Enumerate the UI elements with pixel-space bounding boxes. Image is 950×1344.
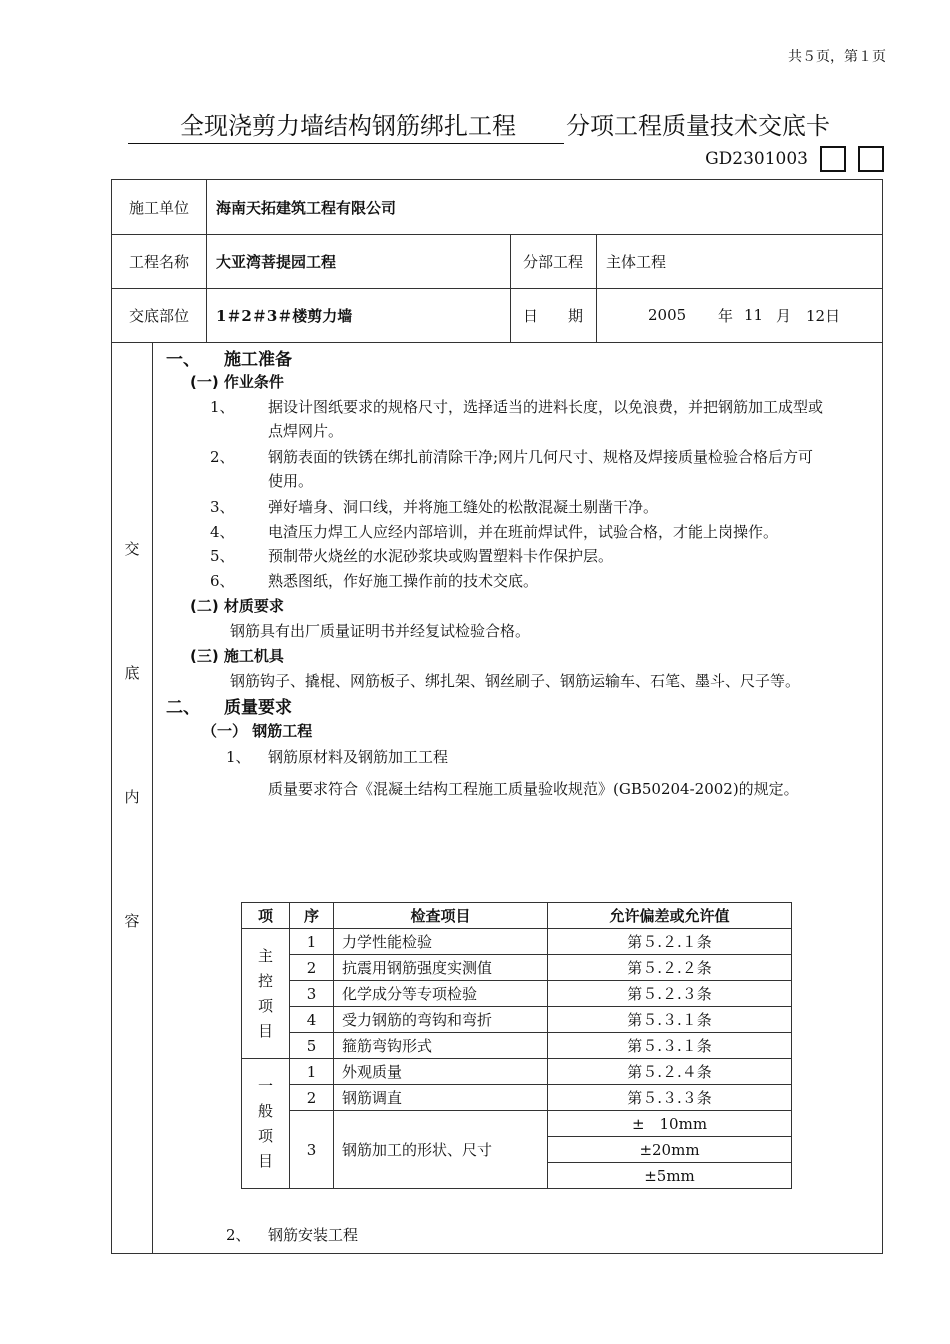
group-label-char: 目	[257, 1021, 273, 1040]
table-row	[242, 955, 792, 981]
group-label-char: 般	[257, 1101, 273, 1120]
value-cell: ±5mm	[548, 1163, 792, 1189]
list-item-text: 预制带火烧丝的水泥砂浆块或购置塑料卡作保护层。	[268, 547, 614, 565]
table-row	[242, 1059, 792, 1085]
side-char: 交	[124, 540, 140, 558]
subsection-conditions: (一) 作业条件	[190, 373, 284, 391]
page-indicator: 共５页，第１页	[788, 49, 886, 65]
side-char: 底	[124, 664, 140, 682]
item-cell: 外观质量	[334, 1059, 548, 1085]
subsection-tools: (三) 施工机具	[190, 647, 284, 665]
part-label: 交底部位	[128, 306, 189, 325]
section-1-title: 施工准备	[224, 350, 292, 370]
title-project: 全现浇剪力墙结构钢筋绑扎工程	[128, 106, 564, 144]
table-header-row	[242, 903, 792, 929]
item-cell: 力学性能检验	[334, 929, 548, 955]
value-cell: 第５.２.１条	[548, 929, 792, 955]
list-item-text: 据设计图纸要求的规格尺寸，选择适当的进料长度，以免浪费，并把钢筋加工成型或	[268, 398, 824, 416]
item-raw-materials-text: 质量要求符合《混凝土结构工程施工质量验收规范》(GB50204-2002)的规定。	[268, 780, 799, 798]
doc-code: GD2301003	[705, 149, 808, 169]
item-cell: 钢筋加工的形状、尺寸	[334, 1111, 548, 1189]
quality-table	[241, 902, 792, 1189]
col-header: 检查项目	[334, 903, 548, 929]
value-cell: 第５.２.４条	[548, 1059, 792, 1085]
col-divider	[152, 342, 153, 1254]
group-label-char: 项	[257, 996, 273, 1015]
list-item-text: 熟悉图纸，作好施工操作前的技术交底。	[268, 572, 539, 590]
table-row	[242, 929, 792, 955]
list-item-text: 弹好墙身、洞口线，并将施工缝处的松散混凝土剔凿干净。	[268, 498, 659, 516]
item-num: 2、	[226, 1226, 251, 1244]
section-2-title: 质量要求	[224, 698, 292, 718]
section-2-num: 二、	[166, 698, 200, 718]
table-row	[242, 1033, 792, 1059]
col-divider	[206, 180, 207, 342]
list-item-text: 钢筋表面的铁锈在绑扎前清除干净;网片几何尺寸、规格及焊接质量检验合格后方可	[268, 448, 814, 466]
value-cell: 第５.３.３条	[548, 1085, 792, 1111]
seq-cell: 1	[290, 929, 334, 955]
group-main-control	[242, 929, 290, 1059]
col-divider	[596, 234, 597, 342]
group-label-char: 项	[257, 1126, 273, 1145]
table-row	[242, 1007, 792, 1033]
date-month-unit: 月	[776, 306, 792, 325]
table-row	[242, 981, 792, 1007]
item-cell: 受力钢筋的弯钩和弯折	[334, 1007, 548, 1033]
item-cell: 钢筋调直	[334, 1085, 548, 1111]
list-item-num: 5、	[210, 547, 235, 565]
sub-value: 主体工程	[606, 252, 667, 271]
section-1-num: 一、	[166, 350, 200, 370]
part-value: 1＃2＃3＃楼剪力墙	[216, 306, 353, 325]
list-item-num: 6、	[210, 572, 235, 590]
value-cell: ± 10mm	[548, 1111, 792, 1137]
list-item-num: 4、	[210, 523, 235, 541]
value-cell: 第５.３.１条	[548, 1007, 792, 1033]
unit-label: 施工单位	[128, 198, 189, 217]
group-label-char: 一	[257, 1076, 273, 1095]
item-num: 1、	[226, 748, 251, 766]
seq-cell: 3	[290, 1111, 334, 1189]
list-item-text-cont: 使用。	[268, 472, 314, 490]
table-row	[242, 1085, 792, 1111]
date-day: 12日	[806, 306, 841, 325]
seq-cell: 1	[290, 1059, 334, 1085]
subsection-rebar: （一） 钢筋工程	[202, 722, 313, 740]
side-char: 容	[124, 912, 140, 930]
group-label-char: 目	[257, 1151, 273, 1170]
side-char: 内	[124, 788, 140, 806]
list-item-text-cont: 点焊网片。	[268, 422, 344, 440]
title-suffix: 分项工程质量技术交底卡	[566, 112, 830, 140]
date-month: 11	[744, 306, 764, 324]
materials-text: 钢筋具有出厂质量证明书并经复试检验合格。	[230, 622, 531, 640]
seq-cell: 4	[290, 1007, 334, 1033]
item-raw-materials: 钢筋原材料及钢筋加工工程	[268, 748, 449, 766]
value-cell: ±20mm	[548, 1137, 792, 1163]
list-item-num: 2、	[210, 448, 235, 466]
group-label-char: 主	[257, 946, 273, 965]
checkbox-1[interactable]	[820, 146, 846, 172]
col-header: 序	[290, 903, 334, 929]
tools-text: 钢筋钩子、撬棍、网筋板子、绑扎架、钢丝刷子、钢筋运输车、石笔、墨斗、尺子等。	[230, 672, 801, 690]
checkbox-2[interactable]	[858, 146, 884, 172]
seq-cell: 2	[290, 1085, 334, 1111]
subsection-materials: (二) 材质要求	[190, 597, 284, 615]
value-cell: 第５.２.２条	[548, 955, 792, 981]
row-divider	[112, 342, 882, 343]
item-cell: 抗震用钢筋强度实测值	[334, 955, 548, 981]
unit-value: 海南天拓建筑工程有限公司	[216, 198, 397, 217]
date-year-unit: 年	[718, 306, 734, 325]
seq-cell: 3	[290, 981, 334, 1007]
project-value: 大亚湾菩提园工程	[216, 252, 337, 271]
col-header: 允许偏差或允许值	[548, 903, 792, 929]
group-label-char: 控	[257, 971, 273, 990]
value-cell: 第５.２.３条	[548, 981, 792, 1007]
value-cell: 第５.３.１条	[548, 1033, 792, 1059]
table-row	[242, 1111, 792, 1137]
seq-cell: 2	[290, 955, 334, 981]
doc-code-row	[705, 146, 884, 172]
date-year: 2005	[648, 306, 687, 324]
seq-cell: 5	[290, 1033, 334, 1059]
group-general	[242, 1059, 290, 1189]
date-label: 日 期	[522, 306, 583, 325]
item-cell: 化学成分等专项检验	[334, 981, 548, 1007]
list-item-num: 1、	[210, 398, 235, 416]
item-cell: 箍筋弯钩形式	[334, 1033, 548, 1059]
item-installation: 钢筋安装工程	[268, 1226, 359, 1244]
project-label: 工程名称	[128, 252, 189, 271]
document-title	[128, 106, 830, 144]
col-header: 项	[242, 903, 290, 929]
sub-label: 分部工程	[522, 252, 583, 271]
list-item-text: 电渣压力焊工人应经内部培训，并在班前焊试件，试验合格，才能上岗操作。	[268, 523, 779, 541]
list-item-num: 3、	[210, 498, 235, 516]
